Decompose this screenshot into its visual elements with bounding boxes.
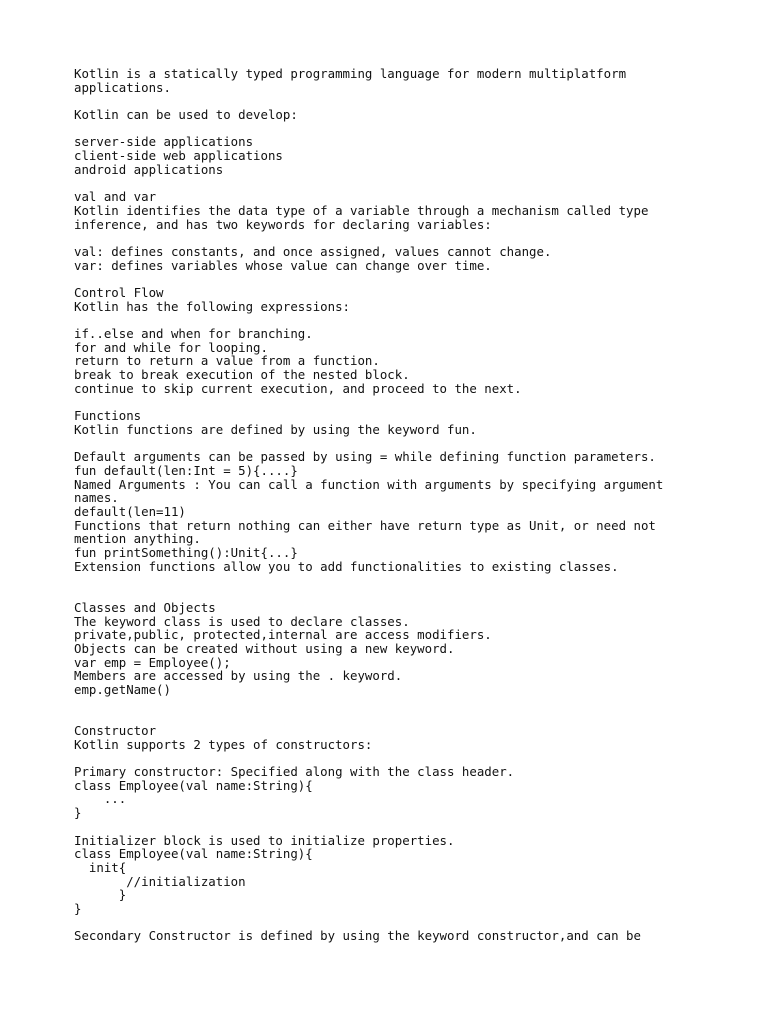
section-heading-control-flow: Control Flow [74, 285, 164, 300]
text-line: Kotlin has the following expressions: [74, 298, 351, 314]
text-line: Kotlin is a statically typed programming language for modern multiplatform [74, 66, 627, 81]
text-line [74, 573, 734, 587]
text-line: Initializer block is used to initialize properties. [74, 832, 455, 848]
section-heading-val-var: val and var [74, 189, 157, 205]
code-line: var emp = Employee(); [74, 654, 231, 670]
text-line: Extension functions allow you to add functionalities to existing classes. [74, 558, 619, 574]
text-line [74, 177, 734, 191]
text-line: Secondary Constructor is defined by using the keyword constructor,and can be [74, 928, 641, 944]
section-heading-classes-objects: Classes and Objects [74, 599, 216, 615]
code-line: class Employee(val name:String){ [74, 846, 313, 862]
code-line: //initialization [74, 873, 246, 889]
text-line [74, 751, 734, 765]
text-line: for and while for looping. [74, 339, 268, 355]
text-line [74, 710, 734, 724]
text-line: Kotlin supports 2 types of constructors: [74, 736, 373, 752]
text-line [74, 272, 734, 286]
text-line: Objects can be created without using a new keyword. [74, 640, 455, 656]
text-line [74, 820, 734, 834]
code-line: } [74, 805, 82, 821]
text-line: Kotlin functions are defined by using the keyword fun. [74, 421, 477, 437]
text-line: android applications [74, 161, 224, 177]
text-line: Kotlin can be used to develop: [74, 107, 298, 123]
code-line: default(len=11) [74, 504, 186, 519]
section-heading-functions: Functions [74, 408, 142, 424]
text-line: client-side web applications [74, 148, 283, 164]
code-line: fun default(len:Int = 5){....} [74, 462, 298, 478]
code-line: } [74, 887, 127, 903]
text-line: server-side applications [74, 134, 254, 150]
section-heading-constructor: Constructor [74, 723, 157, 738]
text-line: mention anything. [74, 531, 201, 547]
text-line: Default arguments can be passed by using = while defining function parameters. [74, 449, 656, 465]
code-line: ... [74, 791, 127, 807]
text-line: return to return a value from a function. [74, 353, 380, 369]
text-line: var: defines variables whose value can change over time. [74, 257, 492, 273]
text-line: applications. [74, 79, 171, 95]
text-line: if..else and when for branching. [74, 326, 313, 342]
text-line [74, 587, 734, 601]
text-line [74, 916, 734, 930]
text-line [74, 396, 734, 410]
text-line: Functions that return nothing can either have return type as Unit, or need not [74, 517, 656, 533]
text-line: Primary constructor: Specified along with the class header. [74, 764, 515, 780]
text-line [74, 313, 734, 327]
text-line: inference, and has two keywords for declaring variables: [74, 216, 492, 232]
text-line: Members are accessed by using the . keyword. [74, 668, 403, 684]
code-line: fun printSomething():Unit{...} [74, 545, 298, 561]
text-line [74, 94, 734, 108]
text-line: continue to skip current execution, and proceed to the next. [74, 380, 522, 396]
text-line: names. [74, 490, 119, 506]
text-line: private,public, protected,internal are access modifiers. [74, 627, 492, 643]
text-line: Kotlin identifies the data type of a variable through a mechanism called type [74, 202, 649, 218]
code-line: } [74, 900, 82, 916]
text-line: Named Arguments : You can call a function with arguments by specifying argument [74, 476, 664, 492]
code-line: emp.getName() [74, 681, 171, 697]
code-line: class Employee(val name:String){ [74, 777, 313, 793]
text-line: val: defines constants, and once assigned, values cannot change. [74, 243, 552, 259]
code-line: init{ [74, 859, 127, 875]
text-line: break to break execution of the nested block. [74, 367, 410, 383]
text-line: The keyword class is used to declare classes. [74, 613, 410, 629]
document-page [74, 67, 734, 943]
text-line [74, 231, 734, 245]
text-line [74, 437, 734, 451]
text-line [74, 122, 734, 136]
text-line [74, 697, 734, 711]
